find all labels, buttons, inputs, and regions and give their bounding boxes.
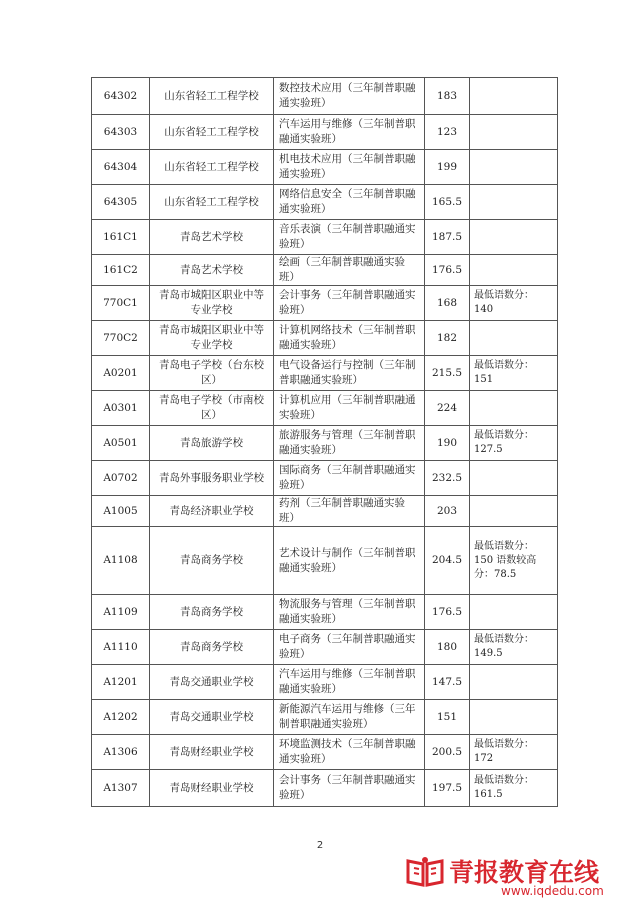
table-row	[92, 220, 558, 255]
open-book-icon	[405, 855, 445, 887]
school-code-cell: A1005	[92, 496, 150, 527]
brand-name: 青报教育在线	[449, 858, 600, 887]
school-code-cell: A1202	[92, 700, 150, 735]
table-row	[92, 356, 558, 391]
table-body	[92, 78, 558, 807]
major-cell: 会计事务（三年制普职融通实验班）	[274, 770, 425, 807]
min-score-cell: 200.5	[425, 735, 470, 770]
school-name-cell: 山东省轻工工程学校	[150, 185, 274, 220]
major-cell: 绘画（三年制普职融通实验班）	[274, 255, 425, 286]
min-score-cell: 199	[425, 150, 470, 185]
school-code-cell: A1110	[92, 630, 150, 665]
major-cell: 环境监测技术（三年制普职融通实验班）	[274, 735, 425, 770]
major-cell: 音乐表演（三年制普职融通实验班）	[274, 220, 425, 255]
school-code-cell: 64303	[92, 115, 150, 150]
min-score-cell: 176.5	[425, 255, 470, 286]
table-row	[92, 150, 558, 185]
min-score-cell: 176.5	[425, 595, 470, 630]
school-name-cell: 青岛市城阳区职业中等专业学校	[150, 321, 274, 356]
note-cell: 最低语数分：172	[470, 735, 558, 770]
table-row	[92, 770, 558, 807]
school-name-cell: 青岛交通职业学校	[150, 665, 274, 700]
table-row	[92, 255, 558, 286]
table-row	[92, 735, 558, 770]
min-score-cell: 182	[425, 321, 470, 356]
major-cell: 网络信息安全（三年制普职融通实验班）	[274, 185, 425, 220]
school-code-cell: 770C1	[92, 286, 150, 321]
note-cell	[470, 461, 558, 496]
school-name-cell: 青岛商务学校	[150, 527, 274, 595]
table-row	[92, 321, 558, 356]
note-cell	[470, 115, 558, 150]
school-code-cell: A1306	[92, 735, 150, 770]
table-row	[92, 700, 558, 735]
table-row	[92, 78, 558, 115]
min-score-cell: 203	[425, 496, 470, 527]
brand-watermark	[405, 853, 635, 899]
school-name-cell: 山东省轻工工程学校	[150, 78, 274, 115]
school-name-cell: 青岛商务学校	[150, 630, 274, 665]
table-row	[92, 665, 558, 700]
page-number: 2	[316, 840, 324, 851]
note-cell	[470, 78, 558, 115]
major-cell: 药剂（三年制普职融通实验班）	[274, 496, 425, 527]
min-score-cell: 168	[425, 286, 470, 321]
major-cell: 国际商务（三年制普职融通实验班）	[274, 461, 425, 496]
note-cell: 最低语数分：151	[470, 356, 558, 391]
school-code-cell: 64302	[92, 78, 150, 115]
note-cell	[470, 255, 558, 286]
note-cell	[470, 391, 558, 426]
table-row	[92, 185, 558, 220]
school-name-cell: 青岛艺术学校	[150, 255, 274, 286]
min-score-cell: 204.5	[425, 527, 470, 595]
table-row	[92, 115, 558, 150]
admission-score-table	[91, 77, 558, 807]
note-cell	[470, 496, 558, 527]
note-cell	[470, 595, 558, 630]
major-cell: 物流服务与管理（三年制普职融通实验班）	[274, 595, 425, 630]
table-row	[92, 426, 558, 461]
school-code-cell: A1307	[92, 770, 150, 807]
school-code-cell: 161C1	[92, 220, 150, 255]
major-cell: 汽车运用与维修（三年制普职融通实验班）	[274, 665, 425, 700]
school-name-cell: 青岛市城阳区职业中等专业学校	[150, 286, 274, 321]
note-cell	[470, 665, 558, 700]
table-row	[92, 286, 558, 321]
school-name-cell: 青岛外事服务职业学校	[150, 461, 274, 496]
note-cell	[470, 220, 558, 255]
school-name-cell: 青岛电子学校（台东校区）	[150, 356, 274, 391]
major-cell: 电子商务（三年制普职融通实验班）	[274, 630, 425, 665]
major-cell: 旅游服务与管理（三年制普职融通实验班）	[274, 426, 425, 461]
note-cell: 最低语数分：150 语数较高分：78.5	[470, 527, 558, 595]
school-code-cell: 64305	[92, 185, 150, 220]
major-cell: 计算机网络技术（三年制普职融通实验班）	[274, 321, 425, 356]
major-cell: 新能源汽车运用与维修（三年制普职融通实验班）	[274, 700, 425, 735]
school-code-cell: A0702	[92, 461, 150, 496]
table-row	[92, 527, 558, 595]
min-score-cell: 197.5	[425, 770, 470, 807]
note-cell: 最低语数分：149.5	[470, 630, 558, 665]
school-name-cell: 青岛财经职业学校	[150, 770, 274, 807]
min-score-cell: 215.5	[425, 356, 470, 391]
table-row	[92, 630, 558, 665]
min-score-cell: 151	[425, 700, 470, 735]
min-score-cell: 180	[425, 630, 470, 665]
min-score-cell: 165.5	[425, 185, 470, 220]
note-cell: 最低语数分：127.5	[470, 426, 558, 461]
school-name-cell: 山东省轻工工程学校	[150, 150, 274, 185]
major-cell: 机电技术应用（三年制普职融通实验班）	[274, 150, 425, 185]
min-score-cell: 147.5	[425, 665, 470, 700]
note-cell	[470, 185, 558, 220]
table-row	[92, 391, 558, 426]
brand-url[interactable]: www.iqdedu.com	[501, 884, 604, 898]
min-score-cell: 183	[425, 78, 470, 115]
min-score-cell: 232.5	[425, 461, 470, 496]
note-cell: 最低语数分：161.5	[470, 770, 558, 807]
note-cell: 最低语数分：140	[470, 286, 558, 321]
min-score-cell: 187.5	[425, 220, 470, 255]
school-code-cell: 770C2	[92, 321, 150, 356]
note-cell	[470, 321, 558, 356]
school-code-cell: A0501	[92, 426, 150, 461]
school-name-cell: 青岛电子学校（市南校区）	[150, 391, 274, 426]
min-score-cell: 224	[425, 391, 470, 426]
school-code-cell: 64304	[92, 150, 150, 185]
note-cell	[470, 700, 558, 735]
school-code-cell: A1109	[92, 595, 150, 630]
school-name-cell: 青岛商务学校	[150, 595, 274, 630]
school-name-cell: 青岛交通职业学校	[150, 700, 274, 735]
table-row	[92, 496, 558, 527]
major-cell: 电气设备运行与控制（三年制普职融通实验班）	[274, 356, 425, 391]
school-code-cell: A0301	[92, 391, 150, 426]
school-name-cell: 青岛财经职业学校	[150, 735, 274, 770]
major-cell: 计算机应用（三年制普职融通实验班）	[274, 391, 425, 426]
min-score-cell: 123	[425, 115, 470, 150]
major-cell: 艺术设计与制作（三年制普职融通实验班）	[274, 527, 425, 595]
school-code-cell: A1201	[92, 665, 150, 700]
table-row	[92, 595, 558, 630]
major-cell: 会计事务（三年制普职融通实验班）	[274, 286, 425, 321]
table-row	[92, 461, 558, 496]
school-code-cell: A0201	[92, 356, 150, 391]
school-name-cell: 青岛艺术学校	[150, 220, 274, 255]
min-score-cell: 190	[425, 426, 470, 461]
school-name-cell: 青岛旅游学校	[150, 426, 274, 461]
major-cell: 汽车运用与维修（三年制普职融通实验班）	[274, 115, 425, 150]
school-code-cell: A1108	[92, 527, 150, 595]
note-cell	[470, 150, 558, 185]
school-name-cell: 山东省轻工工程学校	[150, 115, 274, 150]
school-name-cell: 青岛经济职业学校	[150, 496, 274, 527]
school-code-cell: 161C2	[92, 255, 150, 286]
major-cell: 数控技术应用（三年制普职融通实验班）	[274, 78, 425, 115]
